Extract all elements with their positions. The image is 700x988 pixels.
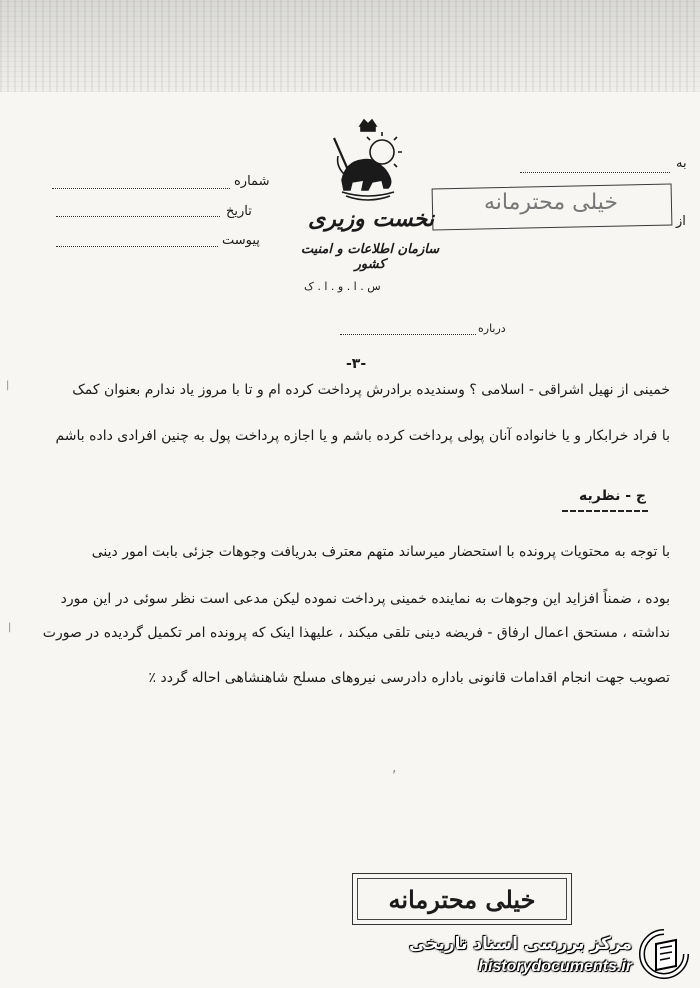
bottom-stamp-text: خیلی محترمانه [357, 878, 567, 920]
office-code: س . ا . و . ا . ک [304, 280, 381, 293]
date-dotted-line [56, 216, 220, 217]
lion-and-sun-emblem [328, 118, 408, 202]
subject-dotted-line [340, 334, 476, 335]
body-line: خمینی از نهیل اشراقی - اسلامی ؟ وسندیده برادرش پرداخت کرده ام و تا با مروز یاد ندارم بعنوان کمک [72, 382, 670, 398]
classification-stamp-text: خیلی محترمانه [483, 190, 619, 215]
bottom-classification-stamp [352, 873, 572, 925]
body-line: تصویب جهت انجام اقدامات قانونی باداره دادرسی نیروهای مسلح شاهنشاهی احاله گردد ٪ [148, 670, 670, 686]
from-label: از [676, 214, 686, 229]
subject-label: درباره [478, 322, 506, 335]
opinion-underline [562, 510, 648, 512]
date-label: تاریخ [226, 204, 252, 219]
margin-mark: , [392, 760, 397, 776]
number-label: شماره [234, 174, 270, 189]
archive-logo-icon [636, 928, 692, 980]
watermark-center-name: مرکز بررسی اسناد تاریخی [409, 934, 632, 954]
section-number: -۳- [346, 356, 367, 372]
body-line: با فراد خرابکار و یا خانواده آنان پولی پرداخت کرده باشم و یا اجازه پرداخت پول به چنین افرادی داده باشم [55, 428, 670, 444]
body-line: بوده ، ضمناً افزاید این وجوهات به نماینده خمینی پرداخت نموده لیکن مدعی است نظر سوئی در این مورد [60, 591, 670, 607]
body-line: نداشته ، مستحق اعمال ارفاق - فریضه دینی تلقی میکند ، علیهذا اینک که پرونده امر تکمیل گردیده در صورت [42, 625, 670, 641]
to-dotted-line [520, 172, 670, 173]
margin-mark: | [8, 622, 12, 633]
attachment-dotted-line [56, 246, 218, 247]
watermark-website: historydocuments.ir [478, 958, 632, 975]
organization-subtitle: سازمان اطلاعات و امنیت کشور [300, 242, 440, 272]
photocopy-smudge [0, 0, 700, 92]
to-label: به [676, 156, 687, 171]
opinion-heading: ج - نظریه [579, 488, 646, 504]
attachment-label: پیوست [222, 233, 260, 248]
organization-title: نخست وزیری [308, 206, 434, 232]
body-line: با توجه به محتویات پرونده با استحضار میرساند متهم معترف بدریافت وجوهات جزئی بابت امور دینی [91, 544, 670, 560]
margin-mark: | [6, 380, 10, 391]
number-dotted-line [52, 188, 230, 189]
